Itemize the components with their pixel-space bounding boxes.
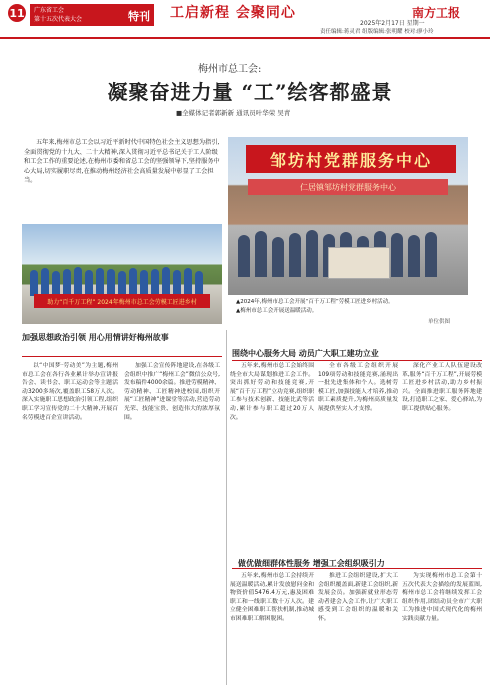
section-title: 工启新程 会聚同心: [170, 5, 296, 21]
body-column-left-b: 加强工会宣传阵地建设,在各级工会组织中推广“梅州工会”微信公众号,发布稿件4000余篇。推进劳模精神、劳动精神、工匠精神进校园,组织开展“工匠精神”进课堂等活动,营造劳动光荣、技能宝贵、创造伟大的浓厚氛围。: [124, 363, 220, 421]
conference-banner: [30, 4, 126, 26]
body-column-mid-a: 五年来,梅州市总工会始终围绕全市大局谋划推进工会工作。突出抓好劳动和技能竞赛,开展“百千万工程”立功竞赛,组织职工参与技术创新、技能比武等活动,累计参与职工超过20万人次。: [230, 363, 314, 421]
column-divider: [226, 330, 227, 685]
photo-banner: 助力“百千万工程” 2024年梅州市总工会劳模工匠进乡村: [34, 294, 210, 308]
photo-gift-boxes: [328, 247, 390, 279]
body-column-mid-c: 深化产业工人队伍建设改革,服务“百千万工程”,开展劳模工匠进乡村活动,助力乡村振兴。全面推进职工服务阵地建设,打造职工之家、爱心驿站,为职工提供贴心服务。: [402, 363, 482, 412]
photo-service-center: [228, 137, 468, 295]
body-column-mid-b: 全市各级工会组织开展109项劳动和技能竞赛,涌现出一批先进集体和个人。选树劳模工匠,加强技能人才培养,推动职工素质提升,为梅州高质量发展提供坚实人才支撑。: [318, 363, 398, 412]
banner-line-2: 第十五次代表大会: [34, 16, 83, 23]
photo-sign: 邹坊村党群服务中心: [246, 145, 456, 173]
photo-caption-2: ▲梅州市总工会开展送温暖活动。: [236, 308, 318, 314]
banner-line-1: 广东省工会: [34, 7, 65, 14]
subhead-rule-mid-2: [232, 568, 482, 569]
article-intro: 五年来,梅州市总工会以习近平新时代中国特色社会主义思想为指引,全面贯彻党的十九大、二十大精神,深入贯彻习近平总书记关于工人阶级和工会工作的重要论述,在梅州市委和省总工会的坚强领导下,坚持服务中心大局,切实履职尽责,在推动梅州经济社会高质量发展中彰显了工会担当。: [24, 139, 220, 184]
article-headline: 凝聚奋进力量 “工”绘客都盛景: [107, 80, 393, 104]
photo-model-workers: [22, 224, 222, 324]
photo-credit: 单位供图: [428, 319, 451, 325]
subhead-group-services: 做优做细群体性服务 增强工会组织吸引力: [238, 558, 385, 568]
photo-caption-1: ▲2024年,梅州市总工会开展“百千万工程”劳模工匠进乡村活动。: [236, 299, 394, 305]
photo-group: [30, 264, 215, 296]
photo-sign-secondary: 仁居镇邹坊村党群服务中心: [248, 179, 448, 195]
subhead-political-guidance: 加强思想政治引领 用心用情讲好梅州故事: [22, 332, 169, 342]
subhead-serve-center: 围绕中心服务大局 动员广大职工建功立业: [232, 348, 379, 358]
page-number: 11: [8, 4, 26, 22]
subhead-rule-mid: [232, 360, 482, 361]
dateline: 2025年2月17日 星期一: [360, 20, 425, 27]
special-issue-label: 特刊: [126, 4, 154, 26]
article-byline: ■全媒体记者郭新新 通讯员叶华荣 吴青: [176, 109, 291, 117]
body-column-lower-a: 五年来,梅州市总工会持续开展送温暖活动,累计发放慰问金和物资价值5476.4万元,惠及困难职工和一线职工数十万人次。建立健全困难职工帮扶机制,推动城市困难职工解困脱困。: [230, 573, 314, 622]
editors-line: 责任编辑:蒋灵君 组版编辑:张明耀 校对:廖小玲: [320, 29, 434, 35]
body-column-lower-b: 推进工会组织建设,扩大工会组织覆盖面,新建工会组织,新发展会员。加强新就业形态劳动者建会入会工作,让广大职工感受到工会组织的温暖和关怀。: [318, 573, 398, 622]
article-kicker: 梅州市总工会:: [198, 64, 262, 75]
subhead-rule-left: [22, 356, 222, 357]
header-rule: [0, 37, 490, 39]
body-column-lower-c: 为实现梅州市总工会第十五次代表大会描绘的发展蓝图,梅州市总工会将继续发挥工会组织作用,团结动员全市广大职工为推进中国式现代化的梅州实践贡献力量。: [402, 573, 482, 622]
newspaper-brand: 南方工报: [412, 6, 461, 20]
body-column-left-a: 以“中国梦·劳动美”为主题,梅州市总工会在各行各业累计举办宣讲报告会、读书会、职工运动会等主题活动3200多场次,覆盖职工58万人次。深入实施职工思想政治引领工程,组织职工学习宣传党的二十大精神,开展百名劳模进百企宣讲活动。: [22, 363, 118, 421]
